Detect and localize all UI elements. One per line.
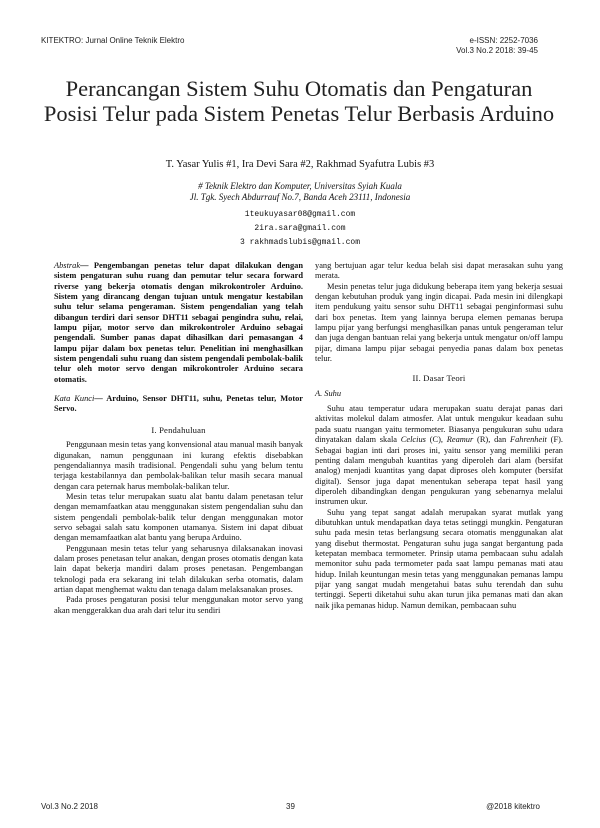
email-2[interactable]: 2ira.sara@gmail.com	[254, 224, 346, 233]
abstract	[54, 261, 303, 385]
journal-name: KITEKTRO: Jurnal Online Teknik Elektro	[41, 36, 185, 45]
subsection-heading-suhu: A. Suhu	[315, 388, 342, 398]
abstract-text: — Pengembangan penetas telur dapat dilakukan dengan sistem pengaturan suhu ruang dan pemutar telur secara forward riverse yang bekerja otomatis dengan mikrokontroler Arduino. Sistem yang dirancang dengan tujuan untuk mengatur kestabilan suhu telur selama pengeraman. Sistem pengendalian yang telah dibangun terdiri dari sensor DHT11 sebagai pengindra suhu, relai, lampu pijar, motor servo dan mikrokontroler Arduino sebagai pengendali. Sumber panas dapat dihasilkan dari pemasangan 4 lampu pijar dalam box penetas telur. Penelitian ini menghasilkan sistem pengendali suhu ruang dan sistem pengendali pembolak-balik telur oleh motor servo dengan mikrokontroler Arduino secara otomatis.	[54, 261, 303, 384]
issn: e-ISSN: 2252-7036	[469, 36, 538, 45]
affiliation-line-2: Jl. Tgk. Syech Abdurrauf No.7, Banda Aceh 23111, Indonesia	[189, 192, 411, 202]
unit-r: (R), dan	[473, 435, 510, 445]
footer-volume: Vol.3 No.2 2018	[41, 802, 98, 811]
intro-paragraph-5: Mesin penetas telur juga didukung beberapa item yang bekerja sesuai dengan kebutuhan produk yang ingin dicapai. Pada mesin ini dilengkapi item pendukung yaitu sensor suhu DHT11 sebagai penginformasi suhu dari box penetas. Item yang lainnya berupa elemen pemanas berupa lampu pijar yang berfungsi menghasilkan panas untuk pengeraman telur dan juga dengan bantuan relai yang bekerja untuk mengatur on/off lampu pijar, dimana lampu pijar sebagai penyedia panas dalam box penetas telur.	[315, 281, 563, 364]
section-heading-intro: I. Pendahuluan	[151, 424, 206, 435]
paper-title: Perancangan Sistem Suhu Otomatis dan Pengaturan Posisi Telur pada Sistem Penetas Telur Berbasis Arduino	[43, 76, 555, 126]
page-number: 39	[286, 802, 295, 811]
keywords	[54, 394, 303, 415]
email-3[interactable]: 3 rakhmadslubis@gmail.com	[239, 238, 361, 247]
suhu-paragraph-2: Suhu yang tepat sangat adalah merupakan syarat mutlak yang dibutuhkan untuk mendapatkan daya tetas setinggi mungkin. Pengaturan suhu pada mesin tetas berlangsung secara otomatis menggunakan alat yang disebut thermostat. Pengaturan suhu juga sangat bergantung pada ketepatan membaca termometer. Prinsip utama pembacaan suhu adalah memonitor suhu pada termometer pada saat lampu pemanas mati atau hidup. Inilah keuntungan mesin tetas yang menggunakan pemanas lampu pijar yang sangat mudah mengetahui batas suhu terendah dan suhu tertinggi. Seperti diketahui suhu akan turun jika pemanas mati dan akan naik jika pemanas hidup. Namun demikan, pembacaan suhu	[315, 507, 563, 610]
intro-paragraph-3: Penggunaan mesin tetas telur yang seharusnya dilaksanakan inovasi dalam proses penetasan telur anakan, dengan proses otomatis dengan kata lain dapat bekerja mandiri dalam proses penetasan. Pengembangan teknologi pada era sekarang ini telah dilakukan serba otomatis, dalam artian dapat menghemat waktu dan tenaga dalam melaksanakan proses.	[54, 543, 303, 594]
suhu-paragraph-1	[315, 404, 563, 507]
abstract-label: Abstrak	[54, 261, 81, 270]
email-1[interactable]: 1teukuyasar08@gmail.com	[244, 210, 356, 219]
intro-paragraph-1: Penggunaan mesin tetas yang konvensional atau manual masih banyak digunakan, namun penggunaan ini kurang efektis disebabkan pengendaliannya masih tradisional. Pengendali suhu yang belum tentu terjaga kestabilannya dan pembolak-balikan telur masih secara manual dengan cara peternak harus membolak-balikan telur.	[54, 440, 303, 491]
suhu-text-b: (F). Sebagai bagian inti dari proses ini, yaitu sensor yang memiliki peran penting dalam mengubah kuantitas yang diperoleh dari alam (bersifat analog) menjadi kuantitas yang dapat diproses oleh komputer (bersifat digital). Sensor juga dapat menentukan seberapa tepat hasil yang diperoleh dibandingkan dengan pengukuran yang sebenarnya melalui instrumen ukur.	[315, 435, 563, 507]
journal-issn-volume	[456, 36, 538, 56]
section-heading-theory: II. Dasar Teori	[412, 373, 466, 384]
keywords-label: Kata Kunci	[54, 394, 95, 404]
intro-paragraph-4: Pada proses pengaturan posisi telur menggunakan motor servo yang akan menggerakkan dua arah dari telur itu sendiri	[54, 595, 303, 615]
intro-paragraph-2: Mesin tetas telur merupakan suatu alat bantu dalam penetasan telur dengan memamfaatkan atau menggunakan sistem pengendalian suhu dan sistem pengendali pembolak-balik telur dengan menggunakan motor servo sebagai salah satu komponen utamanya. Sistem ini dapat dibuat dengan memamfaatkan alat bantu yang berupa Arduino.	[54, 491, 303, 543]
suhu-text-a: Suhu atau temperatur udara merupakan suatu derajat panas dari aktivitas molekul dalam atmosfer. Alat untuk mengukur keadaan suhu pada suatu ruangan yaitu termometer. Biasanya pengukuran suhu udara dinyatakan dalam skala	[315, 404, 563, 445]
author-list: T. Yasar Yulis #1, Ira Devi Sara #2, Rakhmad Syafutra Lubis #3	[165, 159, 435, 170]
unit-celcius: Celcius	[400, 435, 426, 445]
keywords-text: — Arduino, Sensor DHT11, suhu, Penetas telur, Motor Servo.	[54, 394, 304, 414]
volume-pages: Vol.3 No.2 2018: 39-45	[456, 46, 538, 55]
left-column	[54, 261, 303, 616]
unit-reamur: Reamur	[446, 435, 474, 445]
right-column	[315, 261, 563, 611]
affiliation-line-1: # Teknik Elektro dan Komputer, Universitas Syiah Kuala	[198, 181, 402, 191]
footer-copyright: @2018 kitektro	[486, 802, 540, 811]
email-list	[0, 208, 600, 250]
unit-c: (C),	[425, 435, 447, 445]
affiliation	[0, 181, 600, 203]
unit-fahrenheit: Fahrenheit	[509, 435, 547, 445]
intro-paragraph-4-cont: yang bertujuan agar telur kedua belah sisi dapat merasakan suhu yang merata.	[315, 261, 563, 281]
